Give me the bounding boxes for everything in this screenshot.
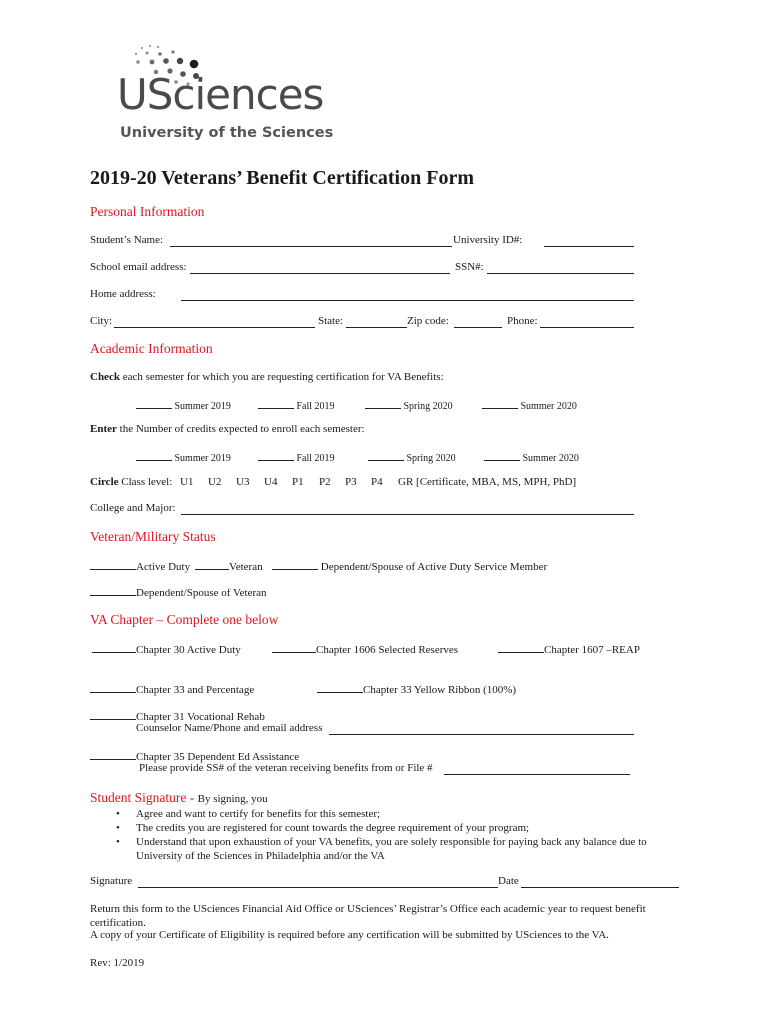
va-chapter-heading: VA Chapter – Complete one below (90, 612, 279, 627)
enter-instruction (90, 423, 365, 435)
class-level-p1[interactable]: P1 (292, 476, 304, 488)
student-name-label: Student’s Name: (90, 234, 164, 246)
class-level-p2[interactable]: P2 (319, 476, 331, 488)
dependent-active-duty-option[interactable]: Dependent/Spouse of Active Duty Service Member (272, 559, 547, 573)
check-option-summer-2019[interactable]: Summer 2019 (136, 398, 231, 412)
bullet-icon: • (116, 836, 120, 848)
enter-option-summer-2019[interactable]: Summer 2019 (136, 450, 231, 464)
enter-option-spring-2020[interactable]: Spring 2020 (368, 450, 456, 464)
class-level-u3[interactable]: U3 (236, 476, 250, 488)
student-name-field[interactable] (170, 246, 452, 247)
phone-field[interactable] (540, 327, 634, 328)
signature-field[interactable] (138, 887, 498, 888)
city-field[interactable] (114, 327, 315, 328)
ssn-field[interactable] (487, 273, 634, 274)
date-label: Date (498, 875, 519, 887)
check-option-spring-2020[interactable]: Spring 2020 (365, 398, 453, 412)
ssn-label: SSN#: (455, 261, 484, 273)
check-instruction (90, 371, 444, 383)
check-option-summer-2020[interactable]: Summer 2020 (482, 398, 577, 412)
counselor-label: Counselor Name/Phone and email address (136, 722, 323, 734)
student-signature-heading-tail: By signing, you (197, 793, 268, 805)
chapter-33-yellow-ribbon-option[interactable]: Chapter 33 Yellow Ribbon (100%) (317, 682, 516, 696)
email-label: School email address: (90, 261, 187, 273)
revision-label: Rev: 1/2019 (90, 957, 145, 969)
date-field[interactable] (521, 887, 679, 888)
zip-field[interactable] (454, 327, 502, 328)
zip-label: Zip code: (407, 315, 449, 327)
circle-bold: Circle (90, 476, 119, 488)
veteran-military-heading: Veteran/Military Status (90, 529, 216, 544)
bullet-icon: • (116, 822, 120, 834)
dependent-veteran-option[interactable]: Dependent/Spouse of Veteran (90, 585, 267, 599)
circle-class-level-label (90, 476, 172, 488)
active-duty-option[interactable]: Active Duty (90, 559, 190, 573)
chapter-30-option[interactable]: Chapter 30 Active Duty (92, 642, 241, 656)
chapter-1606-option[interactable]: Chapter 1606 Selected Reserves (272, 642, 458, 656)
bullet-icon: • (116, 808, 120, 820)
veteran-option[interactable]: Veteran (195, 559, 263, 573)
list-item: • The credits you are registered for count towards the degree requirement of your program; (116, 822, 530, 834)
check-bold: Check (90, 371, 120, 383)
provide-ss-field[interactable] (444, 774, 630, 775)
counselor-field[interactable] (329, 734, 634, 735)
signature-bullet-list (116, 807, 676, 863)
enter-option-fall-2019[interactable]: Fall 2019 (258, 450, 335, 464)
circle-rest: Class level: (118, 476, 173, 488)
chapter-35-option[interactable]: Chapter 35 Dependent Ed Assistance (90, 749, 299, 763)
return-instructions: Return this form to the USciences Financial Aid Office or USciences’ Registrar’s Office each academic year to request benefit certification. (90, 903, 646, 929)
city-label: City: (90, 315, 113, 327)
university-id-label: University ID#: (453, 234, 523, 246)
check-option-fall-2019[interactable]: Fall 2019 (258, 398, 335, 412)
chapter-33-option[interactable]: Chapter 33 and Percentage (90, 682, 254, 696)
phone-label: Phone: (507, 315, 538, 327)
class-level-p4[interactable]: P4 (371, 476, 383, 488)
student-signature-heading (90, 789, 268, 807)
form-title: 2019-20 Veterans’ Benefit Certification Form (90, 167, 474, 189)
college-major-field[interactable] (181, 514, 634, 515)
class-level-p3[interactable]: P3 (345, 476, 357, 488)
academic-information-heading: Academic Information (90, 341, 213, 356)
signature-label: Signature (90, 875, 133, 887)
class-level-u2[interactable]: U2 (208, 476, 222, 488)
class-level-u4[interactable]: U4 (264, 476, 278, 488)
check-rest: each semester for which you are requesting certification for VA Benefits: (119, 371, 444, 383)
list-item: • Agree and want to certify for benefits for this semester; (116, 808, 381, 820)
enter-option-summer-2020[interactable]: Summer 2020 (484, 450, 579, 464)
university-id-field[interactable] (544, 246, 634, 247)
home-address-field[interactable] (181, 300, 634, 301)
logo-tagline: University of the Sciences (120, 125, 334, 141)
student-signature-heading-red: Student Signature - (90, 790, 198, 805)
provide-ss-label: Please provide SS# of the veteran receiving benefits from or File # (139, 762, 433, 774)
enter-rest: the Number of credits expected to enroll each semester: (116, 423, 365, 435)
logo-wordmark: USciences (117, 70, 324, 119)
chapter-31-option[interactable]: Chapter 31 Vocational Rehab (90, 709, 265, 723)
home-address-label: Home address: (90, 288, 156, 300)
certificate-notice: A copy of your Certificate of Eligibility is required before any certification will be submitted by USciences to the VA. (90, 929, 609, 941)
class-level-gr[interactable]: GR [Certificate, MBA, MS, MPH, PhD] (398, 476, 577, 488)
chapter-1607-option[interactable]: Chapter 1607 –REAP (498, 642, 640, 656)
college-major-label: College and Major: (90, 502, 176, 514)
list-item: • Understand that upon exhaustion of your VA benefits, you are solely responsible for paying back any balance due to University of the Sciences in Philadelphia and/or the VA (116, 836, 647, 862)
email-field[interactable] (190, 273, 450, 274)
state-label: State: (318, 315, 344, 327)
personal-information-heading: Personal Information (90, 204, 205, 219)
state-field[interactable] (346, 327, 407, 328)
class-level-u1[interactable]: U1 (180, 476, 194, 488)
enter-bold: Enter (90, 423, 117, 435)
